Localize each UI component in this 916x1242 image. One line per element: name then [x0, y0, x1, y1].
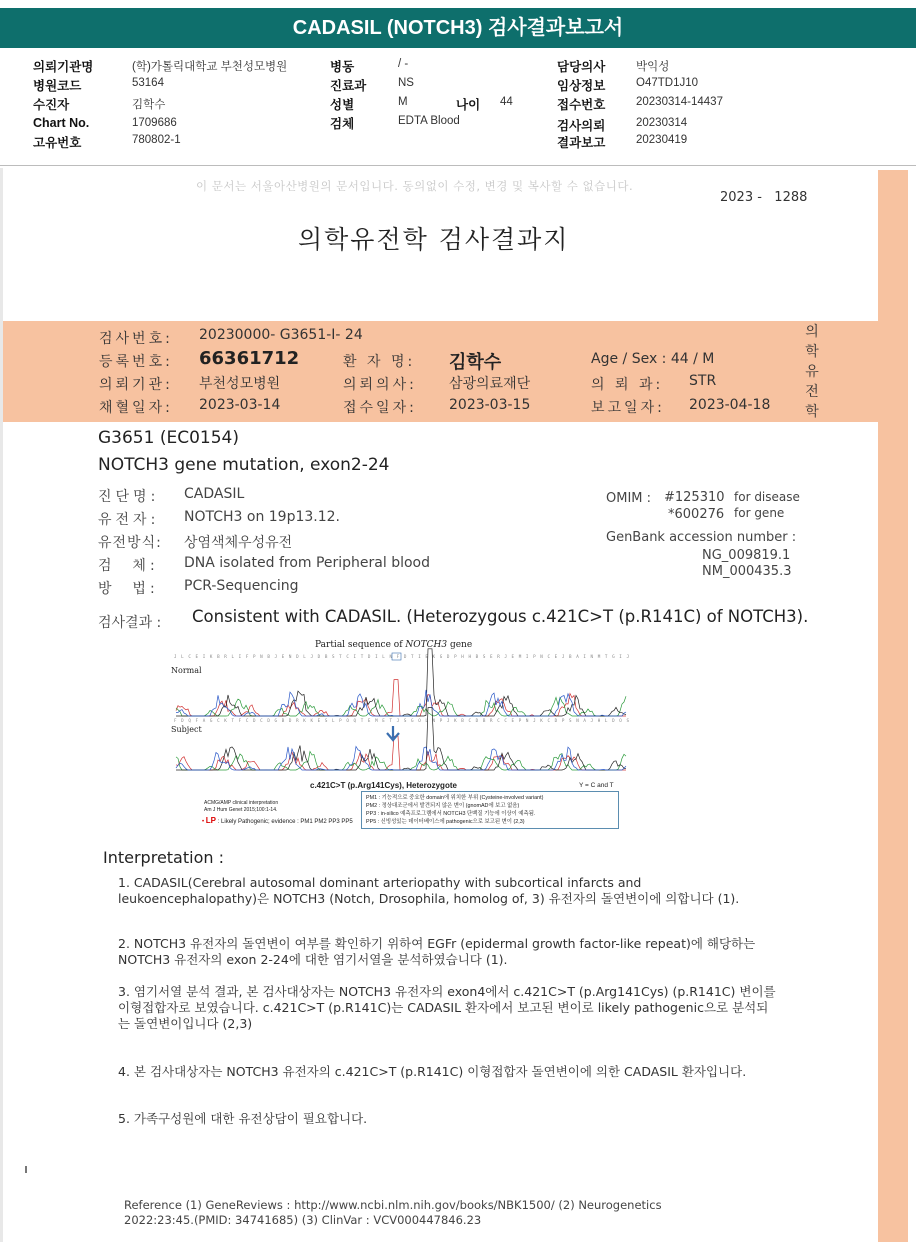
criteria-item: PP3 : in-silico 예측프로그램에서 NOTCH3 단백질 기능에 이상이 예측됨.	[366, 811, 536, 817]
receipt-date: 2023-03-15	[449, 397, 531, 413]
header-label: 검체	[330, 117, 355, 131]
y-code-note: Y = C and T	[579, 782, 614, 789]
mutation-arrow-icon	[387, 726, 399, 740]
scan-mark	[25, 1166, 27, 1173]
document-number: 2023 - 1288	[720, 190, 808, 205]
institution: 부천성모병원	[199, 376, 281, 392]
header-value: M	[398, 96, 408, 108]
omim-disease-id: #125310	[664, 490, 725, 505]
chromatogram-title-gene: NOTCH3	[405, 640, 448, 650]
receipt-date-label: 접수일자:	[343, 400, 417, 416]
acmg-criteria-box	[361, 791, 619, 829]
chromatogram-title-prefix: Partial sequence of	[315, 640, 406, 650]
header-divider	[0, 165, 916, 166]
chromatogram-trace	[176, 736, 626, 770]
header-label: 접수번호	[557, 98, 606, 112]
scanned-document	[0, 168, 916, 1242]
lp-badge: LP	[205, 816, 217, 825]
report-date: 2023-04-18	[689, 397, 771, 413]
info-label: 검 체:	[98, 558, 159, 574]
header-value: 20230314-14437	[636, 96, 723, 108]
age-label: 나이	[456, 98, 481, 112]
watermark-text: 이 문서는 서울아산병원의 문서입니다. 동의없이 수정, 변경 및 복사할 수 없습니다.	[196, 179, 634, 193]
header-label: 의뢰기관명	[33, 60, 94, 74]
patient-label: 환 자 명:	[343, 354, 416, 370]
institution-label: 의뢰기관:	[99, 377, 173, 393]
subject-label: Subject	[171, 725, 202, 734]
test-code: G3651 (EC0154)	[98, 428, 239, 448]
age-sex: Age / Sex : 44 / M	[591, 351, 715, 367]
criteria-item: PP5 : 신빙성있는 데이터베이스에 pathogenic으로 보고된 변이 (2,3)	[366, 819, 525, 825]
doctor: 삼광의료재단	[449, 376, 531, 392]
interpretation-paragraph: 3. 염기서열 분석 결과, 본 검사대상자는 NOTCH3 유전자의 exon4에서 c.421C>T (p.Arg141Cys) (p.R141C) 변이를 이형접합자로 보였습니다. c.421C>T (p.R141C)는 CADASIL 환자에서 보고된 변이로 likely pathogenic으로 분석되는 돌연변이입니다 (2,3)	[118, 984, 776, 1031]
reg-no: 66361712	[199, 348, 300, 369]
header-value: NS	[398, 77, 414, 89]
header-value: EDTA Blood	[398, 115, 460, 127]
info-value: NOTCH3 on 19p13.12.	[184, 509, 341, 525]
result-text: Consistent with CADASIL. (Heterozygous c.421C>T (p.R141C) of NOTCH3).	[192, 607, 809, 626]
reference-text: Reference (1) GeneReviews : http://www.ncbi.nlm.nih.gov/books/NBK1500/ (2) Neurogenetics 2022:23:45.(PMID: 34741685) (3) ClinVar : VCV000447846.23	[124, 1198, 662, 1227]
header-label: 성별	[330, 98, 355, 112]
header-label: 수진자	[33, 98, 70, 112]
omim-label: OMIM :	[606, 491, 652, 506]
header-value: 20230419	[636, 134, 688, 146]
patient-band	[3, 321, 878, 422]
info-value: 상염색체우성유전	[184, 535, 293, 551]
interpretation-title: Interpretation :	[103, 848, 224, 867]
acmg-reference: Am J Hum Genet 2015;100:1-14.	[204, 807, 278, 813]
header-label: 결과보고	[557, 136, 606, 150]
info-value: CADASIL	[184, 486, 245, 502]
acmg-title: ACMG/AMP clinical interpretation	[204, 800, 279, 806]
chromatogram-title-suffix: gene	[447, 640, 473, 650]
interpretation-paragraph: 1. CADASIL(Cerebral autosomal dominant arteriopathy with subcortical infarcts and leukoencephalopathy)은 NOTCH3 (Notch, Drosophila, homolog of, 3) 유전자의 돌연변이에 의합니다 (1).	[118, 875, 740, 906]
exam-no: 20230000- G3651-I- 24	[199, 327, 363, 343]
info-value: DNA isolated from Peripheral blood	[184, 555, 431, 571]
header-label: 담당의사	[557, 60, 606, 74]
chromatogram-trace	[176, 752, 626, 771]
dept-label: 의 뢰 과:	[591, 377, 664, 393]
exam-no-label: 검사번호:	[99, 331, 173, 347]
report-date-label: 보고일자:	[591, 400, 665, 416]
info-label: 진단명:	[98, 489, 160, 505]
dept: STR	[689, 373, 717, 389]
header-value: (학)가톨릭대학교 부천성모병원	[132, 61, 288, 73]
info-value: PCR-Sequencing	[184, 578, 299, 594]
header-label: 병원코드	[33, 79, 82, 93]
reg-no-label: 등록번호:	[99, 354, 173, 370]
base-call-row: JLCEIKBRLIFPNBJENDLJDBSTCITDILNFDTIEKGDPHHBSERJEMIPNCEJBAINMTGIJ	[174, 654, 629, 659]
report-header	[0, 54, 916, 164]
doctor-label: 의뢰의사:	[343, 377, 417, 393]
genbank-nm: NM_000435.3	[702, 564, 792, 579]
draw-date-label: 채혈일자:	[99, 400, 173, 416]
header-value: 1709686	[132, 117, 177, 129]
criteria-item: PM1 : 기능적으로 중요한 domain에 위치한 부위 (Cysteine-involved variant)	[366, 795, 544, 801]
header-label: 고유번호	[33, 136, 82, 150]
lp-evidence: : Likely Pathogenic; evidence : PM1 PM2 PP3 PP5	[217, 819, 353, 825]
draw-date: 2023-03-14	[199, 397, 281, 413]
vertical-label: 의학유전학	[805, 324, 819, 420]
header-value: 박익성	[636, 61, 670, 73]
chromatogram-trace	[176, 680, 626, 716]
report-title: CADASIL (NOTCH3) 검사결과보고서	[0, 8, 916, 48]
patient-name: 김학수	[449, 352, 502, 373]
header-label: 병동	[330, 60, 355, 74]
result-label: 검사결과 :	[98, 615, 162, 631]
omim-gene-id: *600276	[668, 507, 725, 522]
criteria-item: PM2 : 정상대조군에서 발견되지 않은 변이 (gnomAD에 보고 없음)	[366, 803, 520, 809]
base-call-row: FDQFAGCKTFCDCDGBDRKKESLPOQTEMETJSGOLNPJKBCDBRCCEPNJKCDPSNAJHLDOS	[174, 718, 629, 723]
side-strip	[878, 170, 908, 1242]
genbank-label: GenBank accession number :	[606, 530, 797, 545]
header-value: O47TD1J10	[636, 77, 699, 89]
header-label: Chart No.	[33, 116, 90, 130]
info-label: 유전자:	[98, 512, 160, 528]
document-title: 의학유전학 검사결과지	[298, 225, 570, 254]
header-value: 780802-1	[132, 134, 181, 146]
omim-disease-note: for disease	[734, 490, 800, 504]
interpretation-paragraph: 2. NOTCH3 유전자의 돌연변이 여부를 확인하기 위하여 EGFr (epidermal growth factor-like repeat)에 해당하는 NOTCH3 유전자의 exon 2-24에 대한 염기서열을 분석하였습니다 (1).	[118, 936, 756, 967]
interpretation-paragraph: 5. 가족구성원에 대한 유전상담이 필요합니다.	[118, 1111, 368, 1126]
age-value: 44	[500, 96, 513, 108]
info-label: 유전방식:	[98, 535, 162, 551]
test-name: NOTCH3 gene mutation, exon2-24	[98, 455, 390, 475]
genbank-ng: NG_009819.1	[702, 548, 791, 563]
info-label: 방 법:	[98, 581, 159, 597]
header-value: 20230314	[636, 117, 688, 129]
omim-gene-note: for gene	[734, 506, 785, 520]
sequence-chromatogram	[168, 638, 638, 838]
lp-classification	[202, 816, 353, 825]
header-value: / -	[398, 58, 409, 70]
lp-bullet: •	[202, 819, 205, 825]
header-value: 53164	[132, 77, 164, 89]
normal-label: Normal	[171, 666, 202, 675]
header-label: 검사의뢰	[557, 119, 606, 133]
header-label: 임상정보	[557, 79, 606, 93]
header-label: 진료과	[330, 79, 367, 93]
interpretation-paragraph: 4. 본 검사대상자는 NOTCH3 유전자의 c.421C>T (p.R141C) 이형접합자 돌연변이에 의한 CADASIL 환자입니다.	[118, 1064, 747, 1079]
header-value: 김학수	[132, 99, 166, 111]
mutation-caption: c.421C>T (p.Arg141Cys), Heterozygote	[310, 781, 457, 790]
